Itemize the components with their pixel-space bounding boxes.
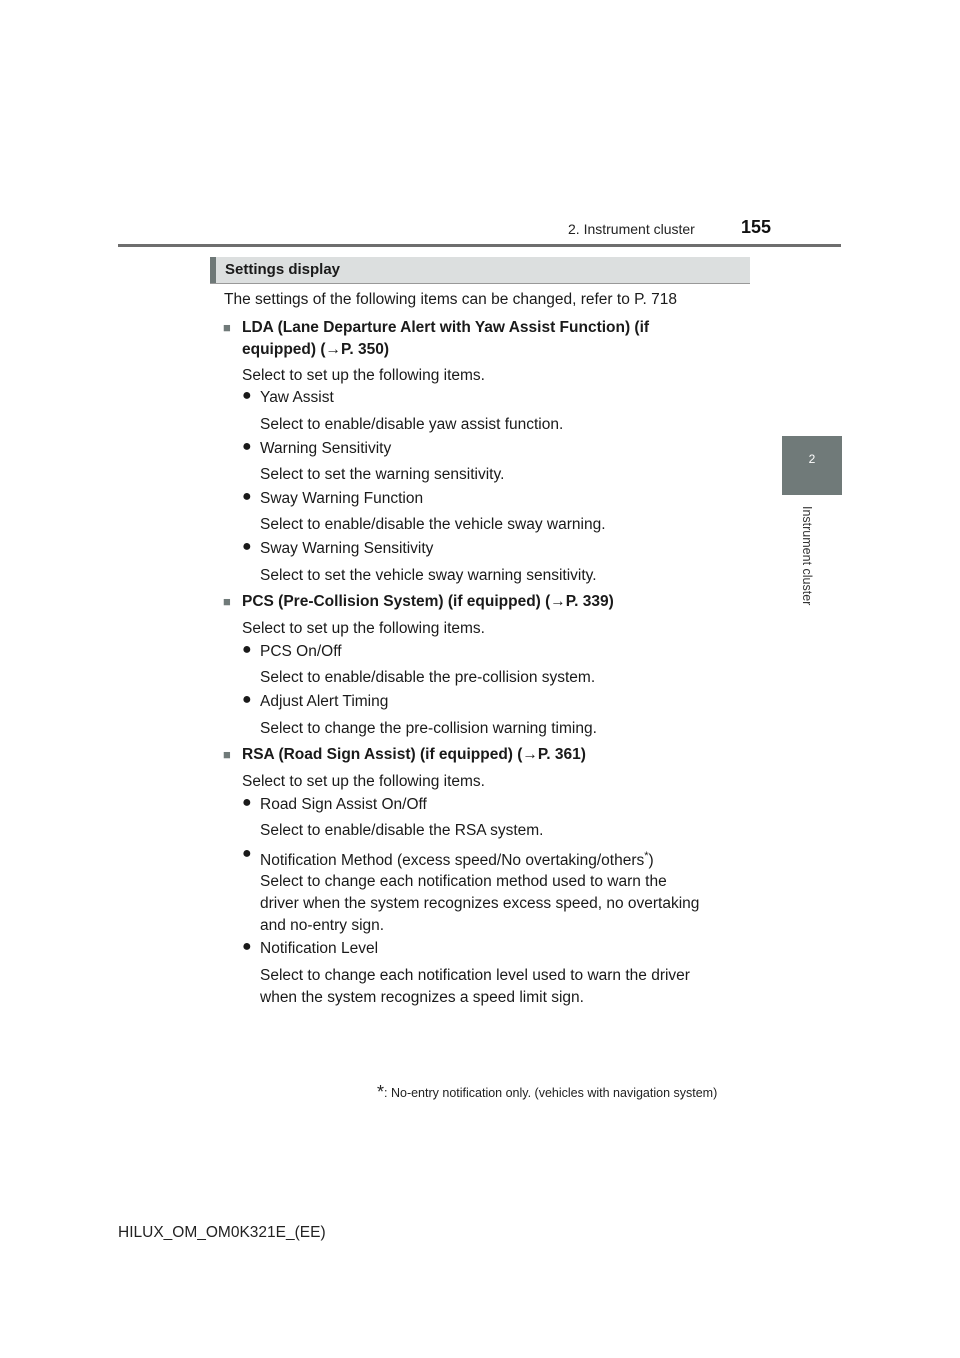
rsa-item-desc-line: driver when the system recognizes excess speed, no overtaking bbox=[260, 895, 700, 912]
lda-title-line1: LDA (Lane Departure Alert with Yaw Assist Function) (if bbox=[242, 319, 650, 336]
lda-item-desc: Select to set the vehicle sway warning sensitivity. bbox=[260, 567, 597, 584]
rsa-item-desc-line: and no-entry sign. bbox=[260, 917, 385, 934]
footnote-marker: * bbox=[644, 850, 649, 862]
pcs-item-name: PCS On/Off bbox=[260, 643, 342, 660]
section-intro: The settings of the following items can be changed, refer to P. 718 bbox=[224, 291, 677, 308]
rsa-lead: Select to set up the following items. bbox=[242, 773, 485, 790]
pcs-lead: Select to set up the following items. bbox=[242, 620, 485, 637]
square-bullet-icon: ■ bbox=[223, 320, 231, 335]
bullet-icon: ● bbox=[242, 538, 252, 555]
header-section-title: 2. Instrument cluster bbox=[568, 221, 695, 237]
footnote-text: : No-entry notification only. (vehicles with navigation system) bbox=[384, 1086, 718, 1100]
rsa-item-desc: Select to enable/disable the RSA system. bbox=[260, 822, 544, 839]
footnote-star: * bbox=[377, 1082, 385, 1102]
bullet-icon: ● bbox=[242, 938, 252, 955]
pcs-item-desc: Select to enable/disable the pre-collision system. bbox=[260, 669, 596, 686]
rsa-item-name: Road Sign Assist On/Off bbox=[260, 796, 427, 813]
section-heading-text: Settings display bbox=[225, 261, 341, 278]
section-heading bbox=[210, 257, 750, 283]
lda-item-desc: Select to set the warning sensitivity. bbox=[260, 466, 505, 483]
pcs-item-name: Adjust Alert Timing bbox=[260, 693, 389, 710]
bullet-icon: ● bbox=[242, 387, 252, 404]
rsa-item2-close: ) bbox=[648, 852, 654, 870]
bullet-icon: ● bbox=[242, 845, 252, 862]
bullet-icon: ● bbox=[242, 641, 252, 658]
bullet-icon: ● bbox=[242, 438, 252, 455]
lda-title-line2: equipped) (→P. 350) bbox=[242, 341, 389, 358]
rsa-item2-name-text: Notification Method (excess speed/No overtaking/others bbox=[260, 852, 645, 870]
pcs-title: PCS (Pre-Collision System) (if equipped) (→P. 339) bbox=[242, 593, 614, 610]
rsa-title: RSA (Road Sign Assist) (if equipped) (→P. 361) bbox=[242, 746, 586, 763]
square-bullet-icon: ■ bbox=[223, 594, 231, 609]
lda-item-name: Yaw Assist bbox=[260, 389, 334, 406]
bullet-icon: ● bbox=[242, 488, 252, 505]
section-underline bbox=[210, 283, 750, 284]
header-rule bbox=[118, 244, 841, 247]
chapter-tab: 2 bbox=[782, 436, 842, 495]
chapter-side-label: Instrument cluster bbox=[800, 506, 814, 606]
document-code: HILUX_OM_OM0K321E_(EE) bbox=[118, 1224, 326, 1241]
bullet-icon: ● bbox=[242, 794, 252, 811]
rsa-item-name: Notification Level bbox=[260, 940, 379, 957]
lda-item-desc: Select to enable/disable the vehicle sway warning. bbox=[260, 516, 606, 533]
pcs-item-desc: Select to change the pre-collision warning timing. bbox=[260, 720, 597, 737]
rsa-item-desc-line: Select to change each notification method used to warn the bbox=[260, 873, 667, 890]
rsa-item-name bbox=[260, 845, 654, 872]
square-bullet-icon: ■ bbox=[223, 747, 231, 762]
lda-item-name: Sway Warning Function bbox=[260, 490, 424, 507]
lda-lead: Select to set up the following items. bbox=[242, 367, 485, 384]
footnote bbox=[377, 1082, 717, 1103]
bullet-icon: ● bbox=[242, 691, 252, 708]
rsa-item-desc-line: when the system recognizes a speed limit sign. bbox=[260, 989, 584, 1006]
lda-item-name: Sway Warning Sensitivity bbox=[260, 540, 434, 557]
page-number: 155 bbox=[741, 217, 772, 237]
lda-item-desc: Select to enable/disable yaw assist function. bbox=[260, 416, 564, 433]
lda-item-name: Warning Sensitivity bbox=[260, 440, 392, 457]
rsa-item-desc-line: Select to change each notification level used to warn the driver bbox=[260, 967, 690, 984]
